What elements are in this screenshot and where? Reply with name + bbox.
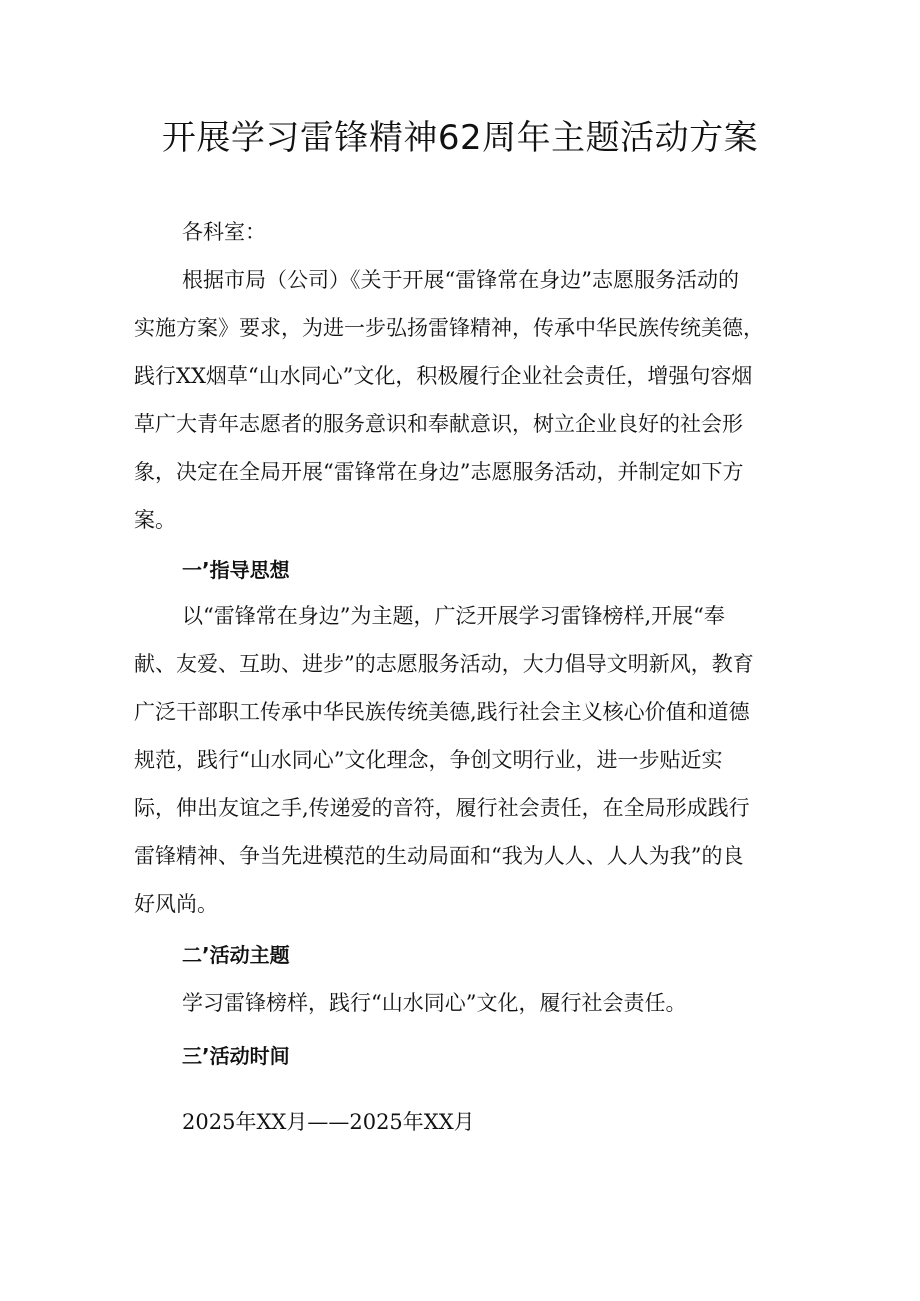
activity-time-text: 2025年XX月——2025年XX月 bbox=[182, 1110, 475, 1134]
section-heading-activity-time: 三’活动时间 bbox=[182, 1044, 290, 1068]
section-heading-guiding-ideology: 一’指导思想 bbox=[182, 558, 290, 582]
paragraph-line: 根据市局（公司）《关于开展“雷锋常在身边”志愿服务活动的 bbox=[182, 268, 739, 292]
paragraph-line: 案。 bbox=[134, 508, 176, 532]
paragraph-line: 际，伸出友谊之手,传递爱的音符，履行社会责任，在全局形成践行 bbox=[134, 796, 750, 820]
section-heading-activity-theme: 二’活动主题 bbox=[182, 943, 290, 967]
paragraph-line: 实施方案》要求，为进一步弘扬雷锋精神，传承中华民族传统美德， bbox=[134, 316, 764, 340]
paragraph-line: 献、友爱、互助、进步”的志愿服务活动，大力倡导文明新风，教育 bbox=[134, 652, 754, 676]
salutation: 各科室： bbox=[182, 220, 266, 244]
paragraph-line: 践行XX烟草“山水同心”文化，积极履行企业社会责任，增强句容烟 bbox=[134, 364, 753, 388]
paragraph-line: 雷锋精神、争当先进模范的生动局面和“我为人人、人人为我”的良 bbox=[134, 844, 744, 868]
intro-paragraph bbox=[134, 256, 794, 544]
guiding-ideology-paragraph bbox=[134, 592, 794, 928]
paragraph-line: 草广大青年志愿者的服务意识和奉献意识，树立企业良好的社会形 bbox=[134, 412, 743, 436]
paragraph-line: 好风尚。 bbox=[134, 892, 218, 916]
activity-theme-text: 学习雷锋榜样，践行“山水同心”文化，履行社会责任。 bbox=[182, 991, 687, 1015]
document-title: 开展学习雷锋精神62周年主题活动方案 bbox=[161, 118, 759, 158]
paragraph-line: 象，决定在全局开展“雷锋常在身边”志愿服务活动，并制定如下方 bbox=[134, 460, 744, 484]
paragraph-line: 规范，践行“山水同心”文化理念，争创文明行业，进一步贴近实 bbox=[134, 748, 723, 772]
paragraph-line: 以“雷锋常在身边”为主题，广泛开展学习雷锋榜样,开展“奉 bbox=[182, 604, 725, 628]
paragraph-line: 广泛干部职工传承中华民族传统美德,践行社会主义核心价值和道德 bbox=[134, 700, 750, 724]
